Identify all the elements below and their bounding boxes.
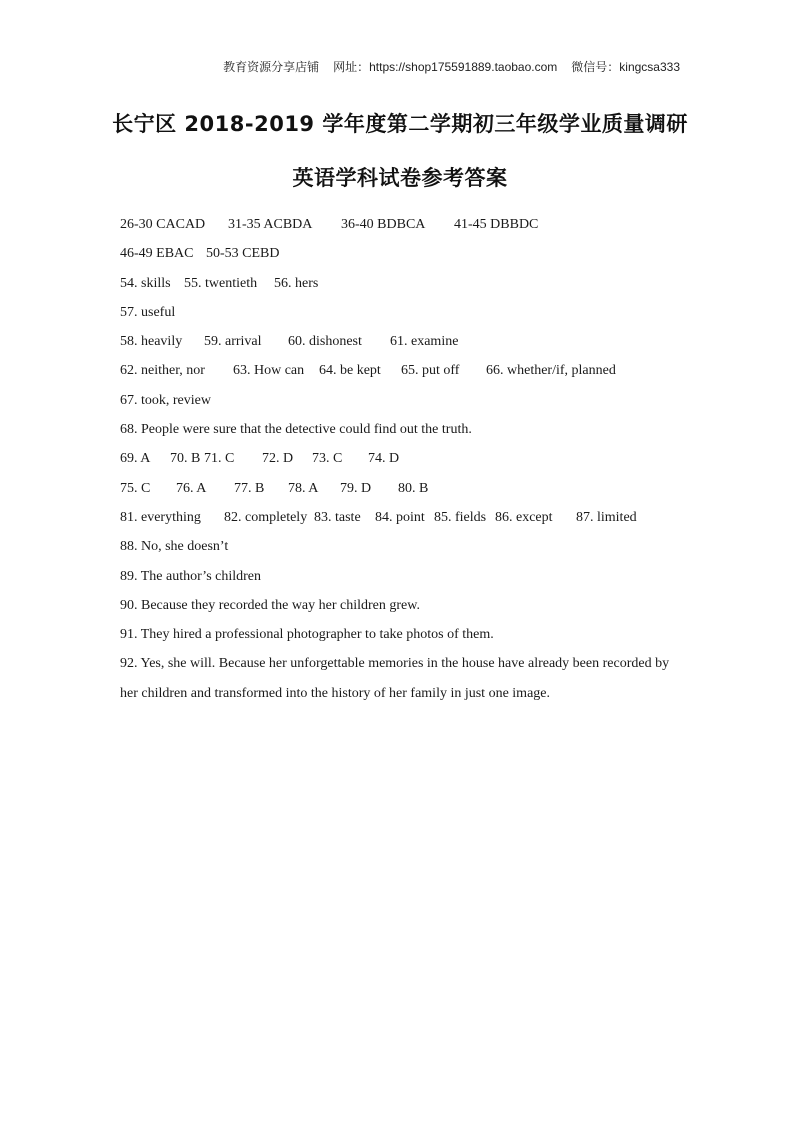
answer-row-long: 92. Yes, she will. Because her unforgettable memories in the house have already been recorded by her children and transformed into the history of her family in just one image. <box>120 656 670 701</box>
answer-item: 46-49 EBAC <box>120 246 194 262</box>
answer-row <box>120 327 680 356</box>
answer-row <box>120 444 680 473</box>
answer-item: 55. twentieth <box>184 275 258 291</box>
answer-item: 73. C <box>312 451 343 467</box>
document-title: 长宁区 2018-2019 学年度第二学期初三年级学业质量调研 <box>112 112 688 136</box>
answer-item: 31-35 ACBDA <box>228 217 313 232</box>
answer-item: 86. except <box>495 509 553 525</box>
answer-item: 68. People were sure that the detective could find out the truth. <box>120 422 472 438</box>
answer-item: 76. A <box>176 480 207 496</box>
answer-item: 83. taste <box>314 509 361 525</box>
answer-item: 36-40 BDBCA <box>341 217 426 232</box>
answer-item: 67. took, review <box>120 392 211 408</box>
answer-item: 90. Because they recorded the way her children grew. <box>120 597 420 613</box>
answer-item: 71. C <box>204 451 235 467</box>
answer-row <box>120 415 680 444</box>
answer-item: 81. everything <box>120 509 201 525</box>
answer-item: 57. useful <box>120 304 176 320</box>
answer-item: 89. The author’s children <box>120 568 262 584</box>
shop-name: 教育资源分享店铺 <box>223 60 320 74</box>
answer-item: 59. arrival <box>204 334 262 350</box>
answer-item: 77. B <box>234 480 265 496</box>
answer-row <box>120 386 680 415</box>
answer-row <box>120 503 680 532</box>
answer-item: 58. heavily <box>120 334 183 350</box>
answer-item: 75. C <box>120 480 151 496</box>
answer-list <box>120 210 680 708</box>
answer-row <box>120 474 680 503</box>
answer-row <box>120 562 680 591</box>
answer-row <box>120 239 680 268</box>
answer-item: 74. D <box>368 451 400 467</box>
answer-item: 80. B <box>398 480 429 496</box>
answer-item: 61. examine <box>390 334 459 350</box>
answer-item: 88. No, she doesn’t <box>120 539 229 555</box>
answer-item: 56. hers <box>274 275 319 291</box>
document-subtitle: 英语学科试卷参考答案 <box>292 166 508 190</box>
answer-item: 87. limited <box>576 509 637 525</box>
answer-item: 84. point <box>375 509 425 525</box>
answer-row <box>120 210 680 239</box>
answer-row <box>120 356 680 385</box>
answer-row <box>120 269 680 298</box>
answer-row <box>120 298 680 327</box>
page-header <box>223 58 680 75</box>
answer-row <box>120 620 680 649</box>
answer-item: 64. be kept <box>319 363 381 379</box>
answer-item: 26-30 CACAD <box>120 217 206 232</box>
answer-item: 62. neither, nor <box>120 363 205 379</box>
answer-item: 66. whether/if, planned <box>486 363 616 379</box>
answer-item: 70. B <box>170 451 201 467</box>
wechat-id: 微信号：kingcsa333 <box>571 60 680 74</box>
answer-item: 85. fields <box>434 509 487 525</box>
answer-item: 54. skills <box>120 275 171 291</box>
answer-item: 63. How can <box>233 363 305 379</box>
answer-item: 50-53 CEBD <box>206 246 280 262</box>
answer-item: 65. put off <box>401 363 460 379</box>
answer-item: 82. completely <box>224 509 308 525</box>
answer-item: 79. D <box>340 480 372 496</box>
answer-item: 60. dishonest <box>288 334 362 350</box>
answer-row <box>120 532 680 561</box>
answer-item: 41-45 DBBDC <box>454 217 539 232</box>
shop-url: 网址：https://shop175591889.taobao.com <box>333 60 558 74</box>
answer-row <box>120 591 680 620</box>
answer-item: 91. They hired a professional photographer to take photos of them. <box>120 627 494 643</box>
answer-item: 69. A <box>120 451 151 467</box>
answer-item: 78. A <box>288 480 319 496</box>
answer-item: 72. D <box>262 451 294 467</box>
